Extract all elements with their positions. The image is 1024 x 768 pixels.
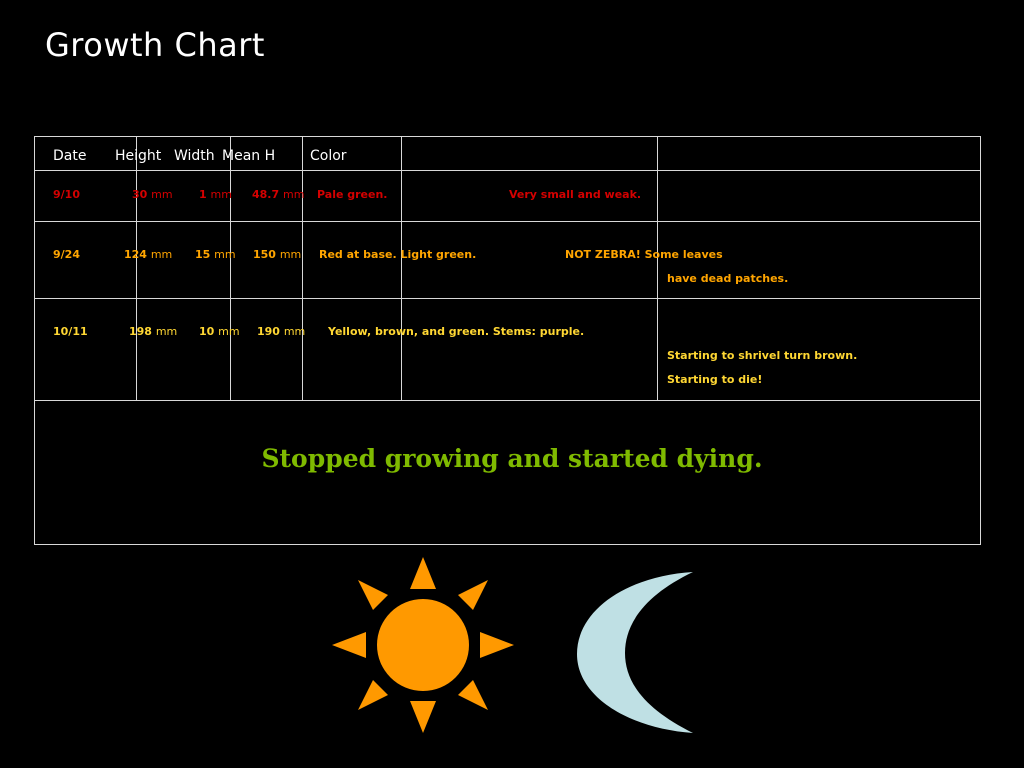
cell-date: 10/11: [53, 325, 88, 338]
column-divider: [657, 136, 658, 400]
table-border: [34, 136, 981, 545]
cell-mean: 190 mm: [257, 325, 306, 338]
summary-text: Stopped growing and started dying.: [261, 444, 763, 473]
column-divider: [302, 136, 303, 400]
header-color: Color: [310, 148, 347, 164]
cell-note: Very small and weak.: [509, 188, 642, 201]
cell-mean: 48.7 mm: [252, 188, 305, 201]
column-divider: [230, 136, 231, 400]
cell-height: 124 mm: [124, 248, 173, 261]
cell-color: Yellow, brown, and green. Stems: purple.: [328, 325, 585, 338]
column-divider: [136, 136, 137, 400]
cell-color: Red at base. Light green.: [319, 248, 477, 261]
row-divider: [34, 400, 981, 401]
page-title: Growth Chart: [45, 26, 265, 64]
cell-note: NOT ZEBRA! Some leaves: [565, 248, 723, 261]
cell-date: 9/10: [53, 188, 80, 201]
cell-note: Starting to shrivel turn brown.: [667, 349, 858, 362]
header-height: Height: [115, 148, 162, 164]
header-date: Date: [53, 148, 87, 164]
cell-note-cont: Starting to die!: [667, 373, 763, 386]
cell-height: 198 mm: [129, 325, 178, 338]
crescent-moon-icon: [575, 570, 700, 736]
column-divider: [401, 136, 402, 400]
cell-width: 10 mm: [199, 325, 240, 338]
cell-width: 15 mm: [195, 248, 236, 261]
cell-note-cont: have dead patches.: [667, 272, 789, 285]
sun-icon: [330, 555, 516, 735]
row-divider: [34, 298, 981, 299]
cell-height: 30 mm: [132, 188, 173, 201]
row-divider: [34, 221, 981, 222]
cell-width: 1 mm: [199, 188, 232, 201]
cell-color: Pale green.: [317, 188, 388, 201]
row-divider: [34, 170, 981, 171]
header-width: Width: [174, 148, 215, 164]
header-mean: Mean H: [222, 148, 276, 164]
cell-date: 9/24: [53, 248, 80, 261]
cell-mean: 150 mm: [253, 248, 302, 261]
